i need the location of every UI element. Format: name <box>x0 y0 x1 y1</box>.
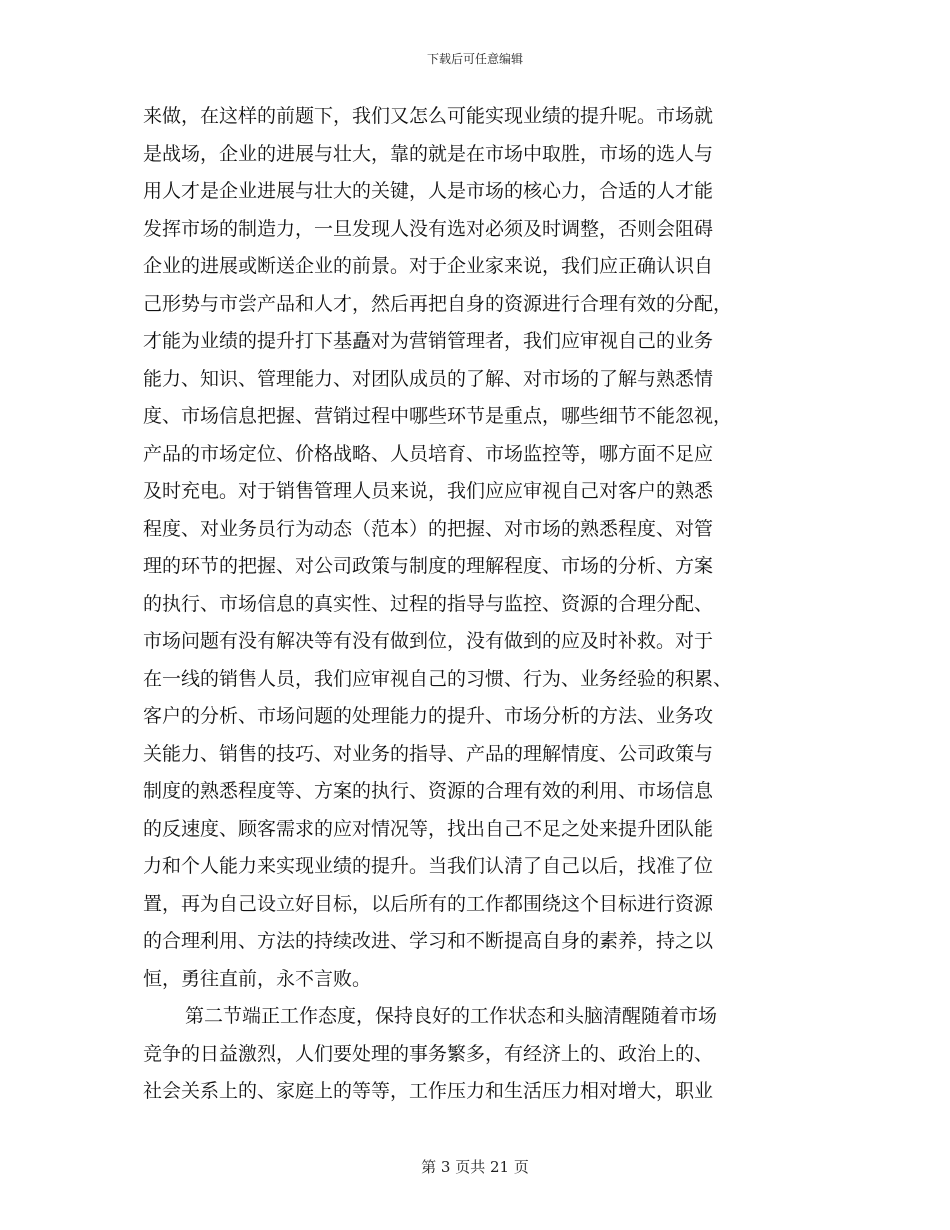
body-line: 程度、对业务员行为动态（范本）的把握、对市场的熟悉程度、对管 <box>143 517 714 540</box>
body-line: 市场问题有没有解决等有没有做到位，没有做到的应及时补救。对于 <box>143 630 714 652</box>
body-line: 是战场，企业的进展与壮大，靠的就是在市场中取胜，市场的选人与 <box>143 142 714 165</box>
body-line: 制度的熟悉程度等、方案的执行、资源的合理有效的利用、市场信息 <box>143 780 714 802</box>
body-line: 理的环节的把握、对公司政策与制度的理解程度、市场的分析、方案 <box>143 555 714 577</box>
body-line: 恒，勇往直前，永不言败。 <box>143 967 372 990</box>
page-header: 下载后可任意编辑 <box>426 52 523 66</box>
body-line: 发挥市场的制造力，一旦发现人没有选对必须及时调整，否则会阻碍 <box>143 217 714 240</box>
body-line: 关能力、销售的技巧、对业务的指导、产品的理解情度、公司政策与 <box>143 742 714 765</box>
body-line: 在一线的销售人员，我们应审视自己的习惯、行为、业务经验的积累、 <box>143 667 733 690</box>
body-line: 力和个人能力来实现业绩的提升。当我们认清了自己以后，找准了位 <box>143 855 714 877</box>
body-line: 能力、知识、管理能力、对团队成员的了解、对市场的了解与熟悉情 <box>143 367 714 390</box>
body-line: 的执行、市场信息的真实性、过程的指导与监控、资源的合理分配、 <box>143 592 714 615</box>
document-body <box>143 98 811 1111</box>
body-line: 产品的市场定位、价格战略、人员培育、市场监控等，哪方面不足应 <box>143 442 714 465</box>
body-line: 客户的分析、市场问题的处理能力的提升、市场分析的方法、业务攻 <box>143 705 714 727</box>
body-line: 用人才是企业进展与壮大的关键，人是市场的核心力，合适的人才能 <box>143 180 714 202</box>
body-line: 度、市场信息把握、营销过程中哪些环节是重点，哪些细节不能忽视， <box>143 405 733 427</box>
body-line: 的合理利用、方法的持续改进、学习和不断提高自身的素养，持之以 <box>143 930 714 952</box>
body-line: 及时充电。对于销售管理人员来说，我们应应审视自己对客户的熟悉 <box>143 480 714 502</box>
body-line: 来做，在这样的前题下，我们又怎么可能实现业绩的提升呢。市场就 <box>143 105 714 127</box>
body-line: 置，再为自己设立好目标，以后所有的工作都围绕这个目标进行资源 <box>143 892 714 915</box>
section-heading-line: 第二节端正工作态度，保持良好的工作状态和头脑清醒随着市场 <box>185 1005 718 1027</box>
body-line: 企业的进展或断送企业的前景。对于企业家来说，我们应正确认识自 <box>143 255 714 277</box>
body-line: 竞争的日益激烈，人们要处理的事务繁多，有经济上的、政治上的、 <box>143 1042 714 1065</box>
body-line: 社会关系上的、家庭上的等等，工作压力和生活压力相对增大，职业 <box>143 1080 714 1102</box>
body-line: 才能为业绩的提升打下基矗对为营销管理者，我们应审视自己的业务 <box>143 330 714 352</box>
body-line: 己形势与市尝产品和人才，然后再把自身的资源进行合理有效的分配， <box>143 292 733 315</box>
body-line: 的反速度、顾客需求的应对情况等，找出自己不足之处来提升团队能 <box>143 817 714 840</box>
page-number-footer: 第 3 页共 21 页 <box>421 1158 529 1176</box>
